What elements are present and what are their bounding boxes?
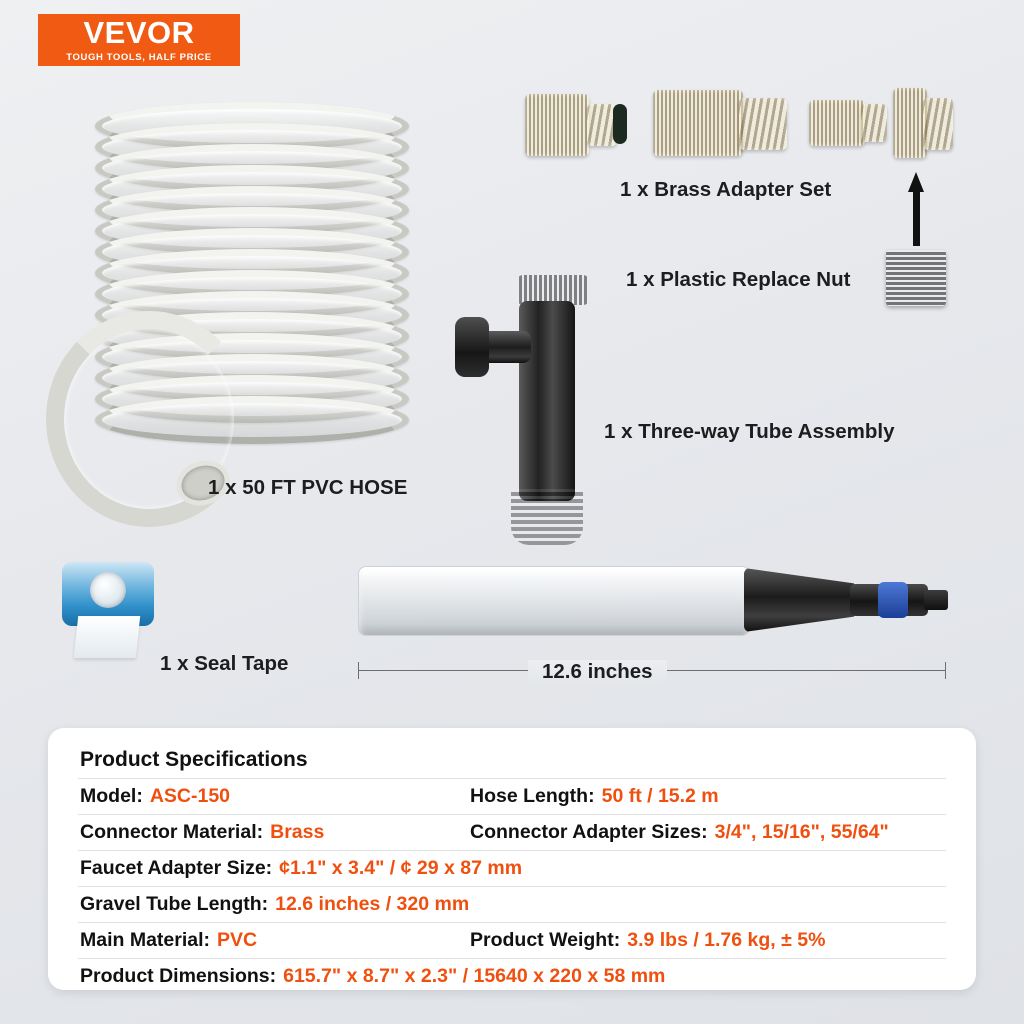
spec-value: 3/4", 15/16", 55/64" <box>714 821 889 843</box>
dimension-label: 12.6 inches <box>528 660 667 684</box>
plastic-replace-nut-image <box>886 250 946 306</box>
spec-value: 3.9 lbs / 1.76 kg, ± 5% <box>627 929 826 951</box>
vevor-logo <box>38 14 240 66</box>
logo-wordmark: VEVOR <box>83 15 195 50</box>
brass-adapter-2-thread <box>739 98 787 150</box>
spec-cell <box>80 785 470 808</box>
spec-cell <box>80 857 944 880</box>
spec-key: Hose Length: <box>470 785 595 807</box>
spec-cell <box>470 929 825 952</box>
product-specifications-card <box>48 728 976 990</box>
spec-title: Product Specifications <box>80 748 308 771</box>
spec-key: Connector Material: <box>80 821 264 843</box>
spec-key: Main Material: <box>80 929 211 951</box>
dimension-line <box>358 660 946 682</box>
spec-value: 50 ft / 15.2 m <box>601 785 719 807</box>
spec-cell <box>80 965 944 988</box>
spec-key: Faucet Adapter Size: <box>80 857 273 879</box>
spec-key: Product Dimensions: <box>80 965 277 987</box>
spec-key: Product Weight: <box>470 929 621 951</box>
logo-tagline: TOUGH TOOLS, HALF PRICE <box>66 52 212 63</box>
spec-row <box>78 922 946 958</box>
spec-key: Gravel Tube Length: <box>80 893 269 915</box>
caption-plastic-replace-nut: 1 x Plastic Replace Nut <box>626 268 851 291</box>
brass-adapter-set-image <box>525 72 945 177</box>
spec-cell <box>80 821 470 844</box>
brass-adapter-3-thread <box>861 104 887 142</box>
caption-brass-adapter-set: 1 x Brass Adapter Set <box>620 178 832 201</box>
caption-three-way-tube: 1 x Three-way Tube Assembly <box>604 420 895 443</box>
spec-cell <box>470 785 719 808</box>
seal-tape-image <box>62 562 154 658</box>
spec-cell <box>470 821 889 844</box>
hose-free-end <box>40 311 230 511</box>
caption-pvc-hose: 1 x 50 FT PVC HOSE <box>208 476 408 499</box>
pvc-hose-coil-image <box>40 96 420 516</box>
caption-seal-tape: 1 x Seal Tape <box>160 652 289 675</box>
spec-row <box>78 886 946 922</box>
spec-key: Connector Adapter Sizes: <box>470 821 708 843</box>
spec-value: 615.7" x 8.7" x 2.3" / 15640 x 220 x 58 mm <box>283 965 666 987</box>
spec-cell <box>80 929 470 952</box>
brass-adapter-4-thread <box>923 98 953 150</box>
spec-value: Brass <box>270 821 325 843</box>
spec-cell <box>80 893 944 916</box>
spec-value: PVC <box>217 929 258 951</box>
spec-value: ¢1.1" x 3.4" / ¢ 29 x 87 mm <box>279 857 523 879</box>
gravel-tube-image <box>358 562 948 644</box>
o-ring <box>613 104 627 144</box>
spec-row <box>78 814 946 850</box>
spec-row <box>78 958 946 994</box>
spec-key: Model: <box>80 785 143 807</box>
spec-row <box>78 850 946 886</box>
three-way-tube-image <box>455 275 605 545</box>
brass-adapter-1 <box>525 94 589 156</box>
spec-value: ASC-150 <box>149 785 231 807</box>
up-arrow-icon <box>908 172 924 246</box>
brass-adapter-2 <box>653 90 743 156</box>
brass-adapter-3 <box>809 100 865 146</box>
brass-adapter-4 <box>893 88 927 158</box>
spec-value: 12.6 inches / 320 mm <box>275 893 470 915</box>
spec-row <box>78 778 946 814</box>
